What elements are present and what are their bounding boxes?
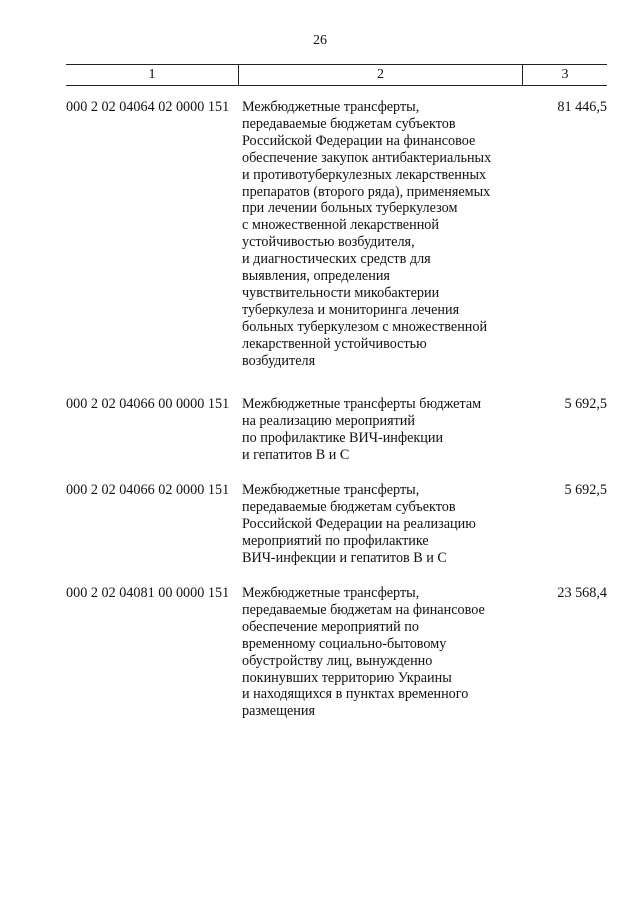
row-amount: 5 692,5: [564, 396, 607, 412]
row-amount: 5 692,5: [564, 482, 607, 498]
table-row: [66, 396, 607, 464]
budget-code: 000 2 02 04064 02 0000 151: [66, 99, 230, 115]
page-number: 26: [313, 33, 327, 48]
row-description: Межбюджетные трансферты, передаваемые бюджетам на финансовое обеспечение мероприятий по временному социально-бытовому обустройству лиц, вынужденно покинувших территорию Украины и находящихся в пунктах временного размещения: [242, 585, 485, 720]
row-amount: 23 568,4: [557, 585, 607, 601]
table-row: [66, 99, 607, 370]
budget-code: 000 2 02 04066 00 0000 151: [66, 396, 230, 412]
column-header-3: 3: [561, 67, 569, 82]
row-description: Межбюджетные трансферты бюджетам на реализацию мероприятий по профилактике ВИЧ-инфекции и гепатитов В и С: [242, 396, 482, 463]
table-row: [66, 482, 607, 567]
row-description: Межбюджетные трансферты, передаваемые бюджетам субъектов Российской Федерации на финансовое обеспечение закупок антибактериальных и противотуберкулезных лекарственных препаратов (второго ряда), применяемых при лечении больных туберкулезом с множественной лекарственной устойчивостью возбудителя, и диагностических средств для выявления, определения чувствительности микобактерии туберкулеза и мониторинга лечения больных туберкулезом с множественной лекарственной устойчивостью возбудителя: [242, 99, 492, 369]
table-row: [66, 585, 607, 720]
budget-code: 000 2 02 04081 00 0000 151: [66, 585, 230, 601]
budget-code: 000 2 02 04066 02 0000 151: [66, 482, 230, 498]
row-description: Межбюджетные трансферты, передаваемые бюджетам субъектов Российской Федерации на реализацию мероприятий по профилактике ВИЧ-инфекции и гепатитов В и С: [242, 482, 476, 566]
column-header-1: 1: [66, 65, 239, 85]
column-header-2: 2: [239, 65, 523, 85]
row-amount: 81 446,5: [557, 99, 607, 115]
table-header: [66, 64, 607, 86]
